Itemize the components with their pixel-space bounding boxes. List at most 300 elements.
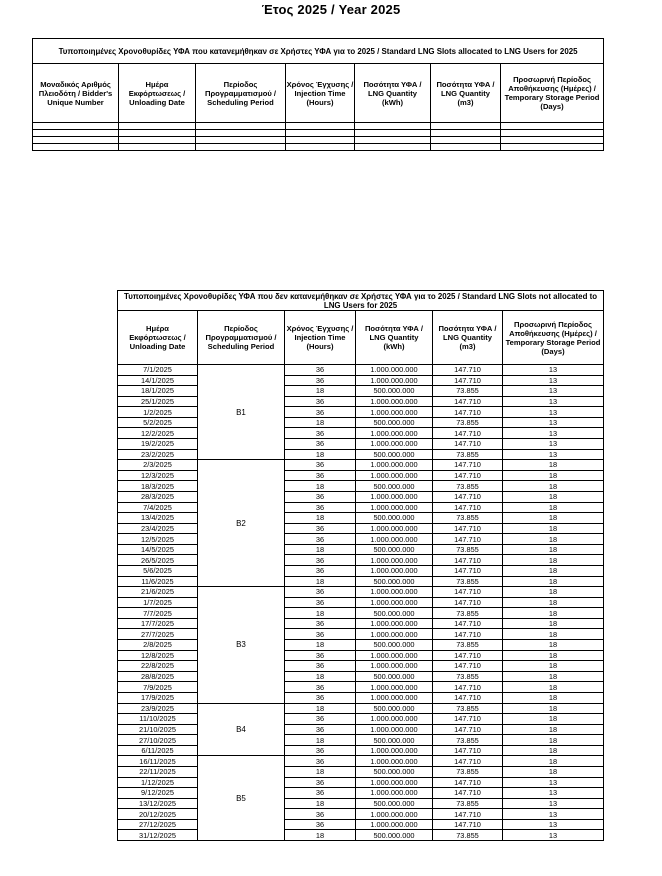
storage-period-cell: 18 — [503, 724, 604, 735]
injection-time-cell: 36 — [285, 714, 356, 725]
table-cell — [119, 144, 196, 151]
lng-quantity-kwh-cell: 500.000.000 — [356, 766, 433, 777]
storage-period-cell: 13 — [503, 449, 604, 460]
table-row — [118, 396, 604, 407]
lng-quantity-m3-cell: 147.710 — [433, 407, 503, 418]
column-header-line: LNG Quantity — [369, 333, 419, 342]
lng-quantity-kwh-cell: 1.000.000.000 — [356, 502, 433, 513]
injection-time-cell: 36 — [285, 555, 356, 566]
scheduling-period-cell: B1 — [198, 365, 285, 460]
unloading-date-cell: 7/4/2025 — [118, 502, 198, 513]
unloading-date-cell: 28/8/2025 — [118, 671, 198, 682]
column-header-line: Temporary Storage Period — [504, 93, 600, 102]
column-header-line: (Hours) — [306, 342, 334, 351]
unloading-date-cell: 27/10/2025 — [118, 735, 198, 746]
table-cell — [196, 144, 286, 151]
column-header-line: Εκφόρτωσεως / — [129, 333, 186, 342]
unloading-date-cell: 22/8/2025 — [118, 661, 198, 672]
lng-quantity-kwh-cell: 1.000.000.000 — [356, 365, 433, 376]
lng-quantity-m3-cell: 147.710 — [433, 428, 503, 439]
lng-quantity-kwh-cell: 500.000.000 — [356, 830, 433, 841]
table-row — [118, 629, 604, 640]
storage-period-cell: 13 — [503, 798, 604, 809]
table-row — [118, 756, 604, 767]
column-header-line: Προγραμματισμού / — [205, 333, 277, 342]
table-cell — [501, 144, 604, 151]
lng-quantity-kwh-cell: 500.000.000 — [356, 576, 433, 587]
lng-quantity-kwh-cell: 1.000.000.000 — [356, 428, 433, 439]
injection-time-cell: 36 — [285, 439, 356, 450]
lng-quantity-kwh-cell: 1.000.000.000 — [356, 439, 433, 450]
column-header-line: Προγραμματισμού / — [205, 88, 276, 98]
table-row — [118, 375, 604, 386]
table-cell — [431, 123, 501, 130]
unloading-date-cell: 7/9/2025 — [118, 682, 198, 693]
lng-quantity-kwh-cell: 500.000.000 — [356, 481, 433, 492]
table-row — [118, 555, 604, 566]
lng-quantity-kwh-cell: 1.000.000.000 — [356, 682, 433, 693]
lng-quantity-m3-cell: 73.855 — [433, 735, 503, 746]
unloading-date-cell: 7/1/2025 — [118, 365, 198, 376]
injection-time-cell: 18 — [285, 798, 356, 809]
column-header-line: Ημέρα — [146, 324, 169, 333]
storage-period-cell: 13 — [503, 396, 604, 407]
storage-period-cell: 18 — [503, 481, 604, 492]
unloading-date-cell: 14/1/2025 — [118, 375, 198, 386]
injection-time-cell: 18 — [285, 671, 356, 682]
injection-time-cell: 36 — [285, 502, 356, 513]
not_allocated-col-header — [118, 311, 198, 365]
lng-quantity-kwh-cell: 1.000.000.000 — [356, 565, 433, 576]
lng-quantity-m3-cell: 147.710 — [433, 692, 503, 703]
table-row — [118, 460, 604, 471]
table-cell — [501, 123, 604, 130]
unallocated-table-caption: Τυποποιημένες Χρονοθυρίδες ΥΦΑ που δεν κατανεμήθηκαν σε Χρήστες ΥΦΑ για το 2025 / Standard LNG Slots not allocated to LNG Users for 2025 — [118, 291, 604, 311]
column-header-line: Αποθήκευσης (Ημέρες) / — [509, 328, 597, 338]
unloading-date-cell: 1/7/2025 — [118, 597, 198, 608]
table-row — [118, 724, 604, 735]
unloading-date-cell: 7/7/2025 — [118, 608, 198, 619]
injection-time-cell: 18 — [285, 386, 356, 397]
table-row — [118, 798, 604, 809]
unloading-date-cell: 16/11/2025 — [118, 756, 198, 767]
unloading-date-cell: 12/2/2025 — [118, 428, 198, 439]
injection-time-cell: 36 — [285, 809, 356, 820]
lng-quantity-kwh-cell: 1.000.000.000 — [356, 407, 433, 418]
column-header-line: (Days) — [541, 346, 565, 356]
storage-period-cell: 18 — [503, 661, 604, 672]
column-header-line: Πλειοδότη / Bidder's — [38, 88, 113, 98]
column-header-line: Injection Time — [294, 88, 346, 98]
lng-quantity-kwh-cell: 500.000.000 — [356, 703, 433, 714]
unloading-date-cell: 19/2/2025 — [118, 439, 198, 450]
column-header-line: Unique Number — [47, 97, 104, 107]
unloading-date-cell: 20/12/2025 — [118, 809, 198, 820]
storage-period-cell: 18 — [503, 703, 604, 714]
table-cell — [33, 137, 119, 144]
lng-quantity-m3-cell: 73.855 — [433, 766, 503, 777]
lng-quantity-kwh-cell: 500.000.000 — [356, 640, 433, 651]
table-row — [118, 386, 604, 397]
table-row — [118, 671, 604, 682]
table-cell — [119, 123, 196, 130]
lng-quantity-m3-cell: 147.710 — [433, 819, 503, 830]
injection-time-cell: 18 — [285, 703, 356, 714]
storage-period-cell: 18 — [503, 587, 604, 598]
table-cell — [355, 123, 431, 130]
lng-quantity-m3-cell: 73.855 — [433, 576, 503, 587]
injection-time-cell: 36 — [285, 365, 356, 376]
table-cell — [355, 130, 431, 137]
lng-quantity-m3-cell: 73.855 — [433, 386, 503, 397]
unloading-date-cell: 6/11/2025 — [118, 745, 198, 756]
injection-time-cell: 36 — [285, 777, 356, 788]
injection-time-cell: 18 — [285, 766, 356, 777]
lng-quantity-kwh-cell: 1.000.000.000 — [356, 460, 433, 471]
storage-period-cell: 18 — [503, 565, 604, 576]
allocated-slots-table — [32, 38, 604, 151]
table-row — [118, 428, 604, 439]
table-row — [118, 735, 604, 746]
unloading-date-cell: 25/1/2025 — [118, 396, 198, 407]
table-row — [33, 144, 604, 151]
table-row — [118, 830, 604, 841]
lng-quantity-kwh-cell: 1.000.000.000 — [356, 819, 433, 830]
lng-quantity-kwh-cell: 1.000.000.000 — [356, 618, 433, 629]
injection-time-cell: 36 — [285, 428, 356, 439]
allocated-col-header — [33, 64, 119, 123]
unloading-date-cell: 31/12/2025 — [118, 830, 198, 841]
storage-period-cell: 18 — [503, 766, 604, 777]
table-row — [118, 703, 604, 714]
injection-time-cell: 36 — [285, 375, 356, 386]
column-header-line: Scheduling Period — [207, 97, 274, 107]
injection-time-cell: 18 — [285, 576, 356, 587]
storage-period-cell: 13 — [503, 809, 604, 820]
table-row — [118, 502, 604, 513]
unloading-date-cell: 11/6/2025 — [118, 576, 198, 587]
lng-quantity-m3-cell: 73.855 — [433, 703, 503, 714]
table-row — [118, 745, 604, 756]
table-row — [118, 544, 604, 555]
injection-time-cell: 36 — [285, 534, 356, 545]
injection-time-cell: 18 — [285, 830, 356, 841]
table-row — [118, 640, 604, 651]
storage-period-cell: 18 — [503, 470, 604, 481]
storage-period-cell: 18 — [503, 460, 604, 471]
unloading-date-cell: 5/2/2025 — [118, 417, 198, 428]
injection-time-cell: 18 — [285, 481, 356, 492]
injection-time-cell: 18 — [285, 417, 356, 428]
storage-period-cell: 18 — [503, 491, 604, 502]
lng-quantity-kwh-cell: 1.000.000.000 — [356, 692, 433, 703]
scheduling-period-cell: B3 — [198, 587, 285, 703]
unloading-date-cell: 14/5/2025 — [118, 544, 198, 555]
lng-quantity-m3-cell: 147.710 — [433, 597, 503, 608]
lng-quantity-m3-cell: 147.710 — [433, 375, 503, 386]
lng-quantity-kwh-cell: 1.000.000.000 — [356, 809, 433, 820]
lng-quantity-m3-cell: 147.710 — [433, 777, 503, 788]
column-header-line: Μοναδικός Αριθμός — [40, 79, 111, 89]
lng-quantity-m3-cell: 147.710 — [433, 470, 503, 481]
table-row — [33, 130, 604, 137]
lng-quantity-m3-cell: 147.710 — [433, 523, 503, 534]
lng-quantity-m3-cell: 147.710 — [433, 396, 503, 407]
lng-quantity-kwh-cell: 1.000.000.000 — [356, 555, 433, 566]
injection-time-cell: 36 — [285, 470, 356, 481]
allocated-col-header — [431, 64, 501, 123]
column-header-line: Αποθήκευσης (Ημέρες) / — [508, 84, 596, 93]
column-header-line: Ποσότητα ΥΦΑ / — [438, 324, 497, 333]
column-header-line: LNG Quantity — [443, 333, 492, 342]
column-header-line: Ημέρα — [145, 79, 169, 89]
allocated-col-header — [286, 64, 355, 123]
lng-quantity-m3-cell: 147.710 — [433, 491, 503, 502]
lng-quantity-m3-cell: 147.710 — [433, 682, 503, 693]
table-cell — [286, 144, 355, 151]
lng-quantity-m3-cell: 147.710 — [433, 745, 503, 756]
column-header-line: Ποσότητα ΥΦΑ / — [363, 79, 422, 89]
column-header-line: Προσωρινή Περίοδος — [513, 75, 591, 84]
table-row — [118, 481, 604, 492]
unloading-date-cell: 5/6/2025 — [118, 565, 198, 576]
lng-quantity-m3-cell: 73.855 — [433, 608, 503, 619]
injection-time-cell: 18 — [285, 640, 356, 651]
not_allocated-col-header — [285, 311, 356, 365]
table-row — [118, 513, 604, 524]
lng-quantity-kwh-cell: 500.000.000 — [356, 449, 433, 460]
allocated-col-header — [501, 64, 604, 123]
lng-quantity-kwh-cell: 1.000.000.000 — [356, 396, 433, 407]
table-cell — [501, 137, 604, 144]
lng-quantity-kwh-cell: 1.000.000.000 — [356, 587, 433, 598]
lng-quantity-m3-cell: 73.855 — [433, 671, 503, 682]
unloading-date-cell: 23/2/2025 — [118, 449, 198, 460]
injection-time-cell: 36 — [285, 523, 356, 534]
unloading-date-cell: 13/4/2025 — [118, 513, 198, 524]
storage-period-cell: 18 — [503, 756, 604, 767]
table-row — [118, 534, 604, 545]
storage-period-cell: 18 — [503, 650, 604, 661]
lng-quantity-m3-cell: 73.855 — [433, 798, 503, 809]
unloading-date-cell: 9/12/2025 — [118, 788, 198, 799]
storage-period-cell: 13 — [503, 777, 604, 788]
lng-quantity-kwh-cell: 1.000.000.000 — [356, 650, 433, 661]
unallocated-slots-table — [117, 290, 604, 841]
table-row — [33, 123, 604, 130]
column-header-line: LNG Quantity — [368, 88, 417, 98]
table-row — [118, 788, 604, 799]
injection-time-cell: 36 — [285, 692, 356, 703]
lng-quantity-m3-cell: 73.855 — [433, 830, 503, 841]
lng-quantity-kwh-cell: 1.000.000.000 — [356, 491, 433, 502]
table-row — [118, 777, 604, 788]
table-cell — [431, 137, 501, 144]
storage-period-cell: 18 — [503, 671, 604, 682]
lng-quantity-m3-cell: 147.710 — [433, 809, 503, 820]
injection-time-cell: 18 — [285, 735, 356, 746]
storage-period-cell: 13 — [503, 439, 604, 450]
table-cell — [355, 144, 431, 151]
table-cell — [119, 137, 196, 144]
lng-quantity-kwh-cell: 500.000.000 — [356, 386, 433, 397]
table-row — [118, 692, 604, 703]
unloading-date-cell: 12/3/2025 — [118, 470, 198, 481]
storage-period-cell: 18 — [503, 576, 604, 587]
allocated-col-header — [119, 64, 196, 123]
lng-quantity-m3-cell: 73.855 — [433, 640, 503, 651]
column-header-line: (Days) — [540, 102, 564, 111]
storage-period-cell: 18 — [503, 597, 604, 608]
unloading-date-cell: 21/6/2025 — [118, 587, 198, 598]
injection-time-cell: 36 — [285, 819, 356, 830]
unloading-date-cell: 27/12/2025 — [118, 819, 198, 830]
column-header-line: Περίοδος — [224, 324, 258, 333]
injection-time-cell: 36 — [285, 396, 356, 407]
lng-quantity-m3-cell: 147.710 — [433, 502, 503, 513]
storage-period-cell: 18 — [503, 544, 604, 555]
unloading-date-cell: 11/10/2025 — [118, 714, 198, 725]
injection-time-cell: 18 — [285, 608, 356, 619]
lng-quantity-kwh-cell: 1.000.000.000 — [356, 714, 433, 725]
lng-quantity-kwh-cell: 500.000.000 — [356, 798, 433, 809]
injection-time-cell: 36 — [285, 565, 356, 576]
lng-quantity-m3-cell: 147.710 — [433, 618, 503, 629]
table-row — [118, 491, 604, 502]
table-row — [118, 766, 604, 777]
table-row — [118, 365, 604, 376]
lng-quantity-m3-cell: 73.855 — [433, 417, 503, 428]
storage-period-cell: 18 — [503, 502, 604, 513]
lng-quantity-kwh-cell: 1.000.000.000 — [356, 661, 433, 672]
scheduling-period-cell: B4 — [198, 703, 285, 756]
table-row — [118, 682, 604, 693]
unloading-date-cell: 2/8/2025 — [118, 640, 198, 651]
lng-quantity-m3-cell: 73.855 — [433, 513, 503, 524]
column-header-line: LNG Quantity — [441, 88, 490, 98]
column-header-line: (Hours) — [306, 97, 334, 107]
injection-time-cell: 36 — [285, 597, 356, 608]
lng-quantity-kwh-cell: 500.000.000 — [356, 544, 433, 555]
table-cell — [355, 137, 431, 144]
page-title: Έτος 2025 / Year 2025 — [261, 2, 401, 17]
table-cell — [196, 137, 286, 144]
storage-period-cell: 18 — [503, 629, 604, 640]
lng-quantity-kwh-cell: 1.000.000.000 — [356, 788, 433, 799]
lng-quantity-m3-cell: 147.710 — [433, 439, 503, 450]
column-header-line: Χρόνος Έγχυσης / — [286, 324, 354, 333]
table-cell — [119, 130, 196, 137]
table-row — [118, 809, 604, 820]
table-row — [118, 417, 604, 428]
storage-period-cell: 13 — [503, 375, 604, 386]
table-cell — [33, 130, 119, 137]
lng-quantity-kwh-cell: 500.000.000 — [356, 608, 433, 619]
injection-time-cell: 36 — [285, 756, 356, 767]
injection-time-cell: 36 — [285, 491, 356, 502]
lng-quantity-kwh-cell: 1.000.000.000 — [356, 724, 433, 735]
lng-quantity-m3-cell: 147.710 — [433, 460, 503, 471]
unloading-date-cell: 1/2/2025 — [118, 407, 198, 418]
table-row — [118, 565, 604, 576]
allocated-table-body — [33, 123, 604, 151]
table-cell — [196, 123, 286, 130]
scheduling-period-cell: B5 — [198, 756, 285, 841]
unallocated-table-body — [118, 365, 604, 841]
table-cell — [33, 123, 119, 130]
lng-quantity-kwh-cell: 1.000.000.000 — [356, 523, 433, 534]
table-row — [118, 439, 604, 450]
unloading-date-cell: 12/8/2025 — [118, 650, 198, 661]
storage-period-cell: 13 — [503, 407, 604, 418]
unloading-date-cell: 18/3/2025 — [118, 481, 198, 492]
injection-time-cell: 36 — [285, 661, 356, 672]
storage-period-cell: 13 — [503, 788, 604, 799]
table-row — [118, 449, 604, 460]
allocated-table-caption: Τυποποιημένες Χρονοθυρίδες ΥΦΑ που κατανεμήθηκαν σε Χρήστες ΥΦΑ για το 2025 / Standard LNG Slots allocated to LNG Users for 2025 — [33, 39, 604, 64]
lng-quantity-m3-cell: 147.710 — [433, 661, 503, 672]
table-row — [118, 597, 604, 608]
unloading-date-cell: 17/9/2025 — [118, 692, 198, 703]
table-row — [118, 523, 604, 534]
allocated-col-header — [355, 64, 431, 123]
injection-time-cell: 18 — [285, 544, 356, 555]
table-row — [33, 137, 604, 144]
lng-quantity-kwh-cell: 500.000.000 — [356, 417, 433, 428]
storage-period-cell: 18 — [503, 555, 604, 566]
column-header-line: Ποσότητα ΥΦΑ / — [364, 324, 424, 333]
table-row — [118, 608, 604, 619]
storage-period-cell: 18 — [503, 682, 604, 693]
column-header-line: Χρόνος Έγχυσης / — [286, 79, 354, 89]
unloading-date-cell: 27/7/2025 — [118, 629, 198, 640]
table-row — [118, 587, 604, 598]
storage-period-cell: 13 — [503, 386, 604, 397]
storage-period-cell: 18 — [503, 534, 604, 545]
table-row — [118, 470, 604, 481]
table-cell — [286, 123, 355, 130]
scheduling-period-cell: B2 — [198, 460, 285, 587]
lng-quantity-m3-cell: 147.710 — [433, 555, 503, 566]
unloading-date-cell: 23/4/2025 — [118, 523, 198, 534]
column-header-line: (kWh) — [381, 97, 404, 107]
unloading-date-cell: 1/12/2025 — [118, 777, 198, 788]
table-row — [118, 714, 604, 725]
lng-quantity-m3-cell: 147.710 — [433, 629, 503, 640]
column-header-line: (m3) — [459, 342, 476, 351]
table-cell — [196, 130, 286, 137]
column-header-line: Scheduling Period — [207, 342, 275, 351]
table-cell — [501, 130, 604, 137]
lng-quantity-m3-cell: 73.855 — [433, 449, 503, 460]
column-header-line: (m3) — [457, 97, 474, 107]
storage-period-cell: 18 — [503, 714, 604, 725]
storage-period-cell: 13 — [503, 428, 604, 439]
lng-quantity-m3-cell: 147.710 — [433, 587, 503, 598]
injection-time-cell: 18 — [285, 449, 356, 460]
not_allocated-col-header — [433, 311, 503, 365]
lng-quantity-kwh-cell: 1.000.000.000 — [356, 597, 433, 608]
table-cell — [33, 144, 119, 151]
injection-time-cell: 36 — [285, 788, 356, 799]
lng-quantity-m3-cell: 147.710 — [433, 650, 503, 661]
lng-quantity-kwh-cell: 500.000.000 — [356, 671, 433, 682]
unloading-date-cell: 13/12/2025 — [118, 798, 198, 809]
injection-time-cell: 18 — [285, 513, 356, 524]
unloading-date-cell: 12/5/2025 — [118, 534, 198, 545]
lng-quantity-m3-cell: 147.710 — [433, 534, 503, 545]
lng-quantity-kwh-cell: 1.000.000.000 — [356, 745, 433, 756]
